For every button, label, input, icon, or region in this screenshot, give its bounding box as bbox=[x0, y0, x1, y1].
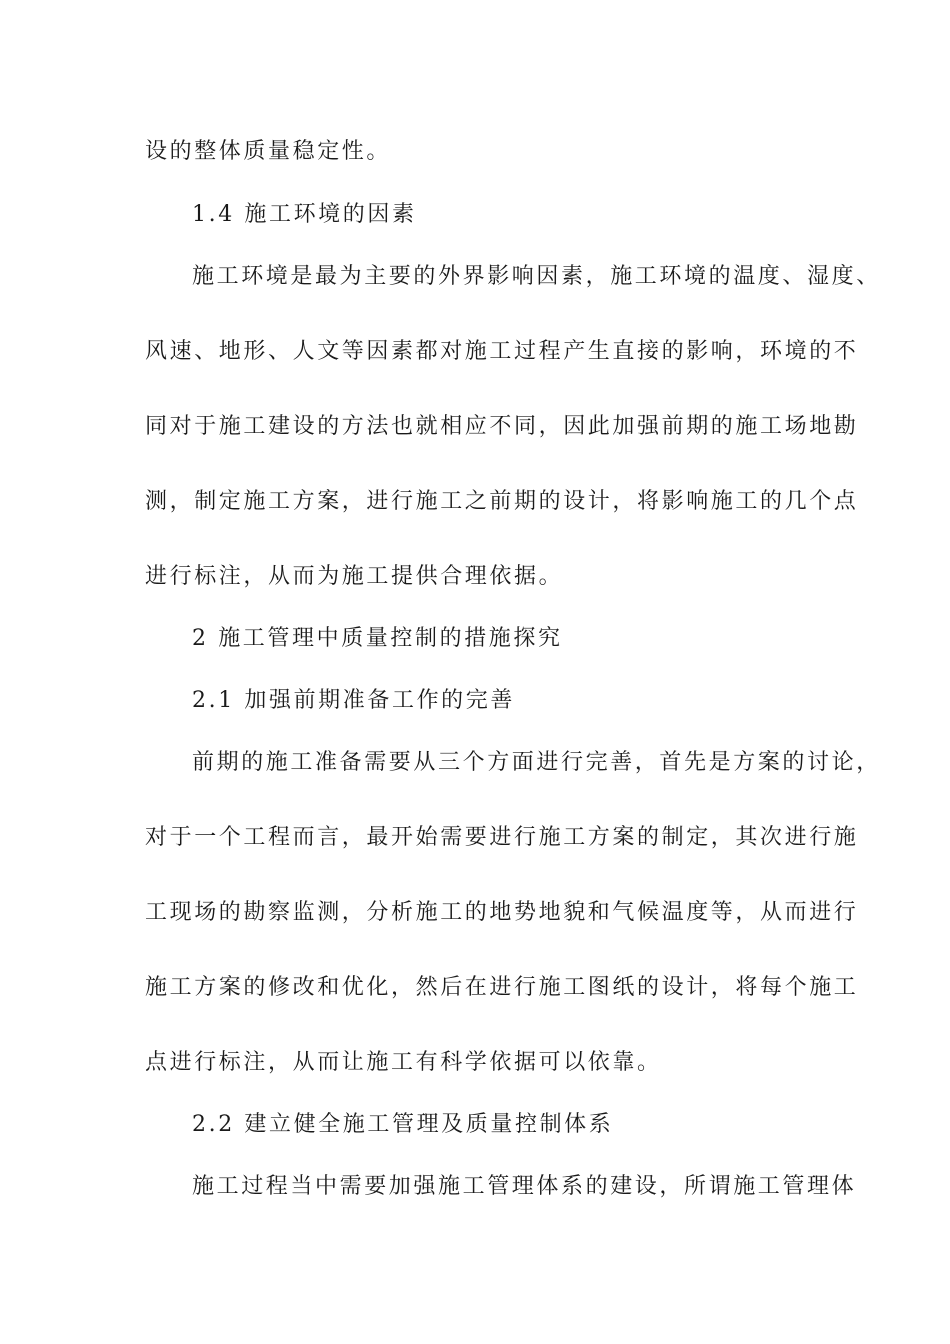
paragraph-line: 施工方案的修改和优化，然后在进行施工图纸的设计，将每个施工 bbox=[145, 975, 859, 1000]
section-heading-1-4: 1.4 施工环境的因素 bbox=[192, 202, 417, 227]
paragraph-line: 设的整体质量稳定性。 bbox=[145, 139, 392, 164]
paragraph-line: 工现场的勘察监测，分析施工的地势地貌和气候温度等，从而进行 bbox=[145, 900, 859, 925]
section-heading-2-2: 2.2 建立健全施工管理及质量控制体系 bbox=[192, 1112, 614, 1137]
section-heading-2-1: 2.1 加强前期准备工作的完善 bbox=[192, 688, 515, 713]
paragraph-line: 点进行标注，从而让施工有科学依据可以依靠。 bbox=[145, 1050, 662, 1075]
paragraph-line: 施工环境是最为主要的外界影响因素，施工环境的温度、湿度、 bbox=[192, 264, 881, 289]
paragraph-line: 同对于施工建设的方法也就相应不同，因此加强前期的施工场地勘 bbox=[145, 414, 859, 439]
paragraph-line: 对于一个工程而言，最开始需要进行施工方案的制定，其次进行施 bbox=[145, 825, 859, 850]
section-heading-2: 2 施工管理中质量控制的措施探究 bbox=[192, 626, 563, 651]
paragraph-line: 进行标注，从而为施工提供合理依据。 bbox=[145, 564, 564, 589]
paragraph-line: 测，制定施工方案，进行施工之前期的设计，将影响施工的几个点 bbox=[145, 489, 859, 514]
paragraph-line: 风速、地形、人文等因素都对施工过程产生直接的影响，环境的不 bbox=[145, 339, 859, 364]
paragraph-line: 前期的施工准备需要从三个方面进行完善，首先是方案的讨论， bbox=[192, 750, 881, 775]
paragraph-line: 施工过程当中需要加强施工管理体系的建设，所谓施工管理体 bbox=[192, 1174, 857, 1199]
